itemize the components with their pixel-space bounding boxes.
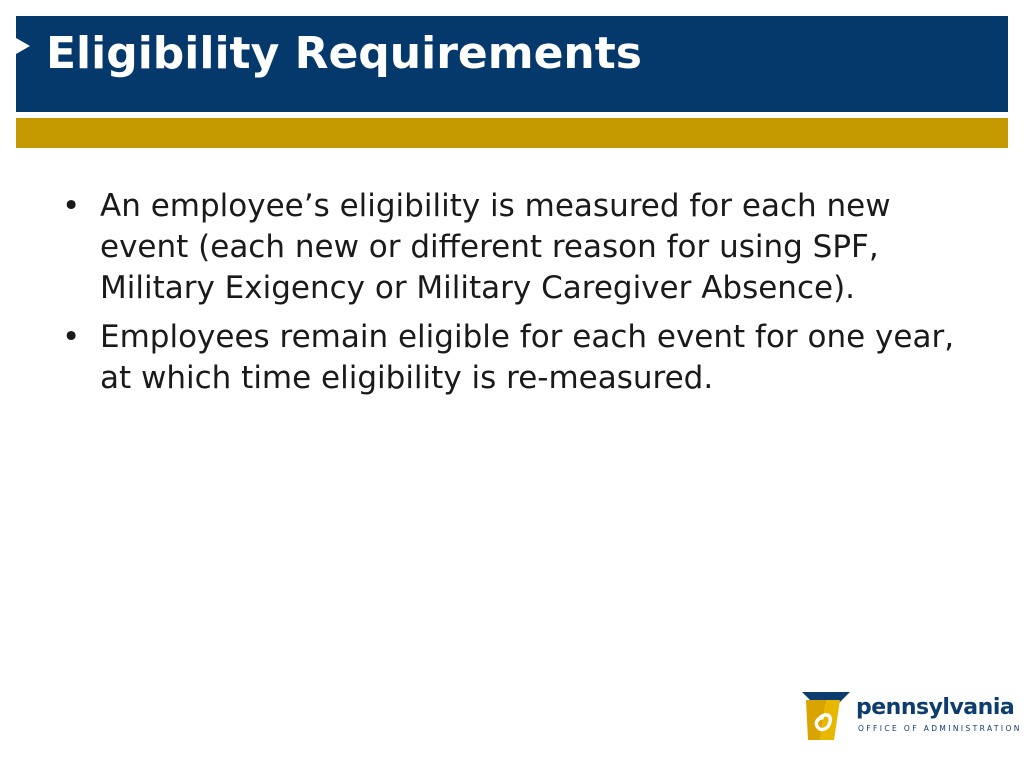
bullet-dot-icon: • — [62, 319, 81, 355]
pennsylvania-logo — [800, 690, 1020, 744]
accent-band — [16, 118, 1008, 148]
logo-subtitle: OFFICE OF ADMINISTRATION — [858, 724, 1022, 733]
logo-wordmark: pennsylvania — [856, 695, 1015, 720]
bullet-text: Employees remain eligible for each event for one year, at which time eligibility is re-measured. — [100, 319, 955, 396]
keystone-logo-icon — [800, 690, 852, 742]
bullet-dot-icon: • — [62, 188, 81, 224]
bullet-text: An employee’s eligibility is measured for each new event (each new or different reason for using SPF, Military Exigency or Military Caregiver Absence). — [100, 188, 891, 306]
title-arrow-icon — [16, 38, 30, 54]
bullet-list — [58, 186, 978, 407]
bullet-item — [58, 317, 978, 399]
bullet-item — [58, 186, 978, 309]
slide-title: Eligibility Requirements — [46, 28, 642, 79]
